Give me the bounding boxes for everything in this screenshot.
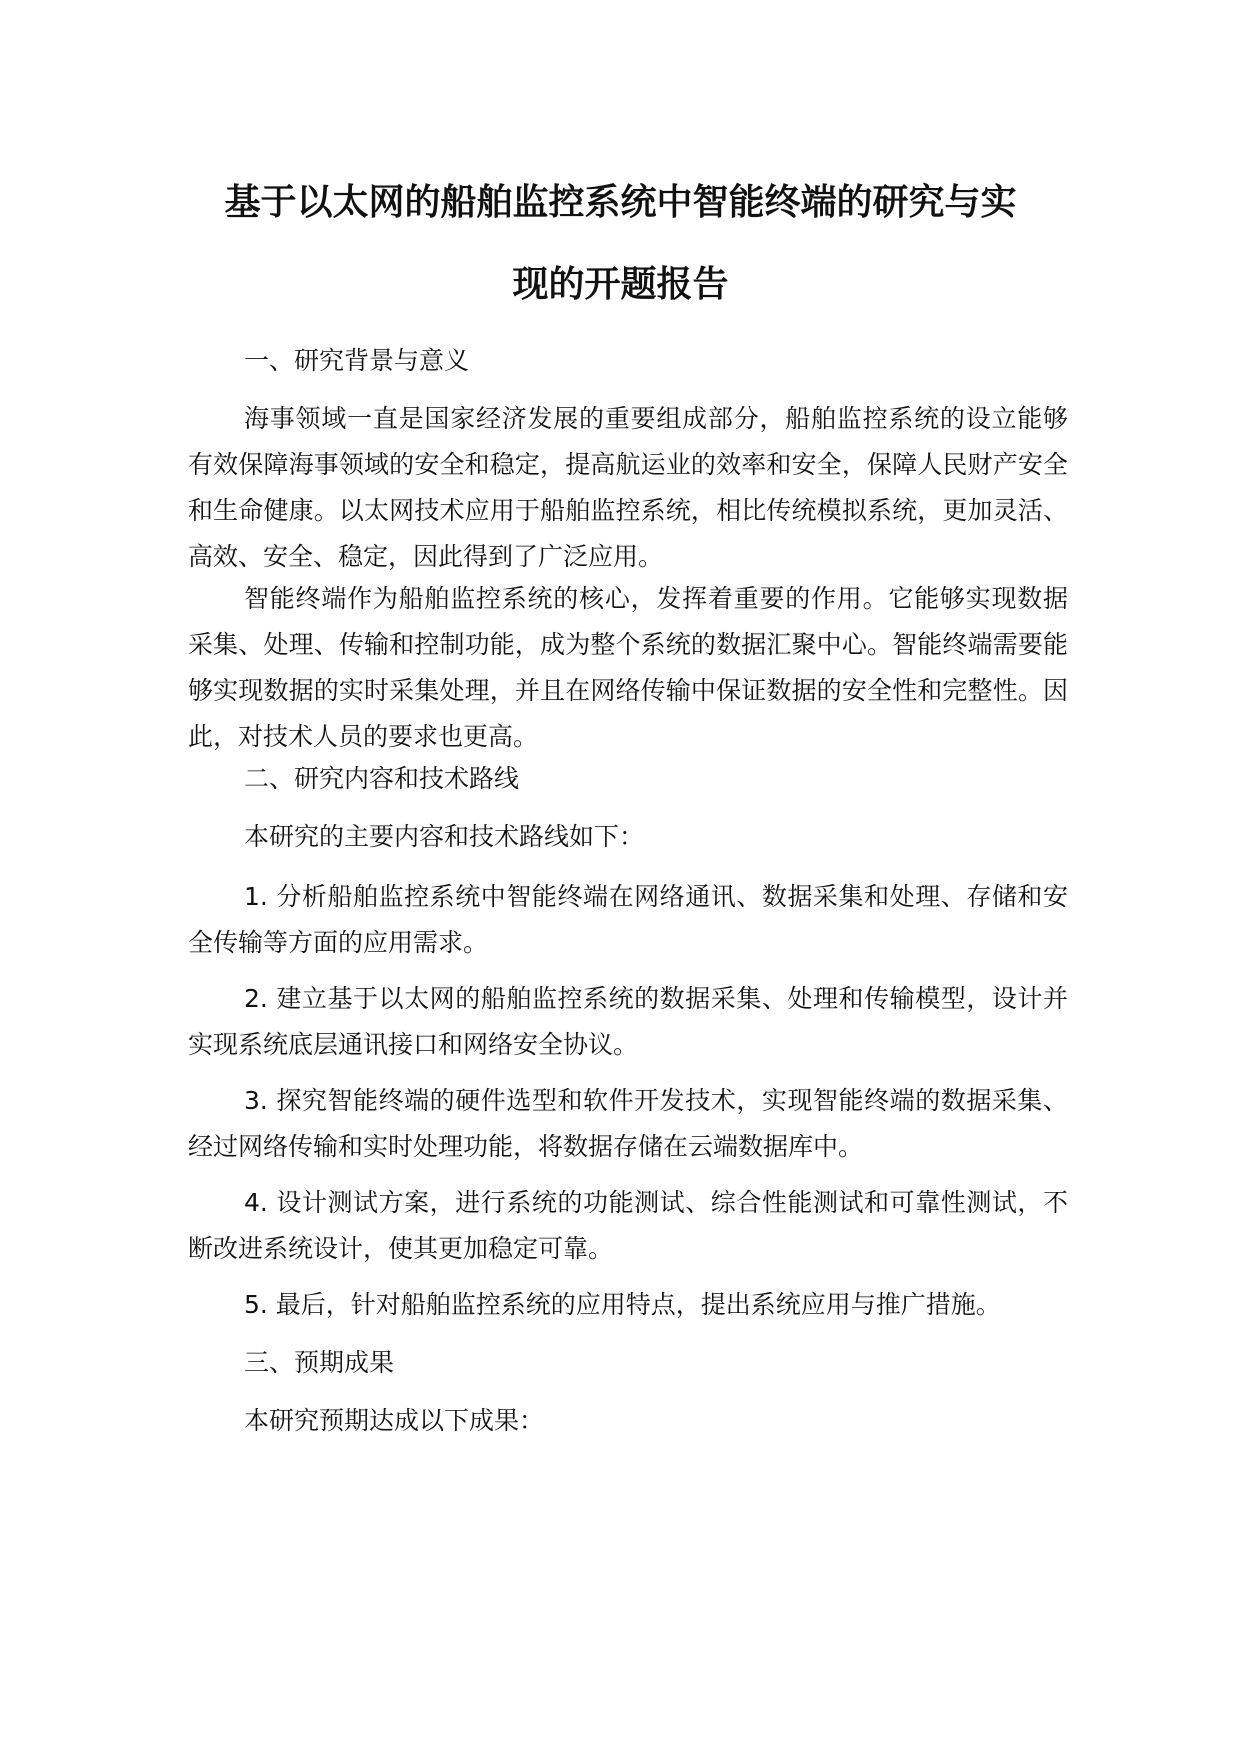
list-item: 2. 建立基于以太网的船舶监控系统的数据采集、处理和传输模型，设计并实现系统底层通讯接口和网络安全协议。 <box>188 984 1068 1059</box>
document-title-line-1: 基于以太网的船舶监控系统中智能终端的研究与实 <box>224 182 1017 223</box>
list-item: 5. 最后，针对船舶监控系统的应用特点，提出系统应用与推广措施。 <box>244 1290 1001 1319</box>
section-3-heading <box>188 1340 1068 1386</box>
paragraph: 海事领域一直是国家经济发展的重要组成部分，船舶监控系统的设立能够有效保障海事领域的安全和稳定，提高航运业的效率和安全，保障人民财产安全和生命健康。以太网技术应用于船舶监控系统，相比传统模拟系统，更加灵活、高效、安全、稳定，因此得到了广泛应用。 <box>188 404 1068 571</box>
section-1-paragraph-1 <box>188 396 1068 580</box>
list-item-4 <box>188 1180 1068 1272</box>
section-3-intro <box>188 1398 1068 1444</box>
list-item: 4. 设计测试方案，进行系统的功能测试、综合性能测试和可靠性测试，不断改进系统设计，使其更加稳定可靠。 <box>188 1188 1068 1263</box>
section-1-paragraph-2 <box>188 576 1068 760</box>
paragraph: 本研究的主要内容和技术路线如下： <box>244 822 645 851</box>
list-item-1 <box>188 874 1068 966</box>
list-item-2 <box>188 976 1068 1068</box>
section-heading: 一、研究背景与意义 <box>244 346 470 375</box>
paragraph: 智能终端作为船舶监控系统的核心，发挥着重要的作用。它能够实现数据采集、处理、传输和控制功能，成为整个系统的数据汇聚中心。智能终端需要能够实现数据的实时采集处理，并且在网络传输中保证数据的安全性和完整性。因此，对技术人员的要求也更高。 <box>188 584 1068 751</box>
paragraph: 本研究预期达成以下成果： <box>244 1406 545 1435</box>
list-item: 1. 分析船舶监控系统中智能终端在网络通讯、数据采集和处理、存储和安全传输等方面的应用需求。 <box>188 882 1068 957</box>
list-item: 3. 探究智能终端的硬件选型和软件开发技术，实现智能终端的数据采集、经过网络传输和实时处理功能，将数据存储在云端数据库中。 <box>188 1086 1068 1161</box>
section-heading: 三、预期成果 <box>244 1348 395 1377</box>
list-item-5 <box>188 1282 1088 1328</box>
section-heading: 二、研究内容和技术路线 <box>244 764 520 793</box>
list-item-3 <box>188 1078 1068 1170</box>
document-title-line-2: 现的开题报告 <box>512 264 729 305</box>
section-2-heading <box>188 756 1068 802</box>
section-1-heading <box>188 338 1068 384</box>
section-2-intro <box>188 814 1068 860</box>
